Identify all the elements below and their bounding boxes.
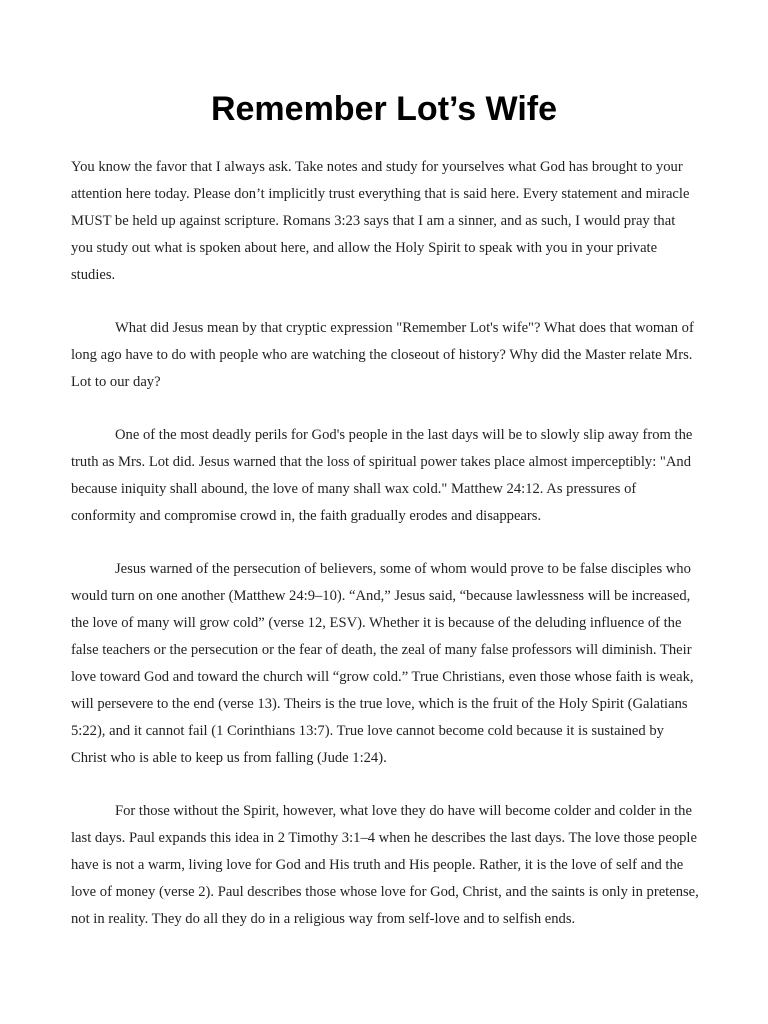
paragraph-persecution: Jesus warned of the persecution of believers, some of whom would prove to be false disciples who would turn on one another (Matthew 24:9–10). “And,” Jesus said, “because lawlessness will be increased, the love of many will grow cold” (verse 12, ESV). Whether it is because of the deluding influence of the false teachers or the persecution or the fear of death, the zeal of many false professors will diminish. Their love toward God and toward the church will “grow cold.” True Christians, even those whose faith is weak, will persevere to the end (verse 13). Theirs is the true love, which is the fruit of the Holy Spirit (Galatians 5:22), and it cannot fail (1 Corinthians 13:7). True love cannot become cold because it is sustained by Christ who is able to keep us from falling (Jude 1:24).: [71, 561, 694, 766]
paragraph-last-days: For those without the Spirit, however, what love they do have will become colder and colder in the last days. Paul expands this idea in 2 Timothy 3:1–4 when he describes the last days. The love those people have is not a warm, living love for God and His truth and His people. Rather, it is the love of self and the love of money (verse 2). Paul describes those whose love for God, Christ, and the saints is only in pretense, not in reality. They do all they do in a religious way from self-love and to selfish ends.: [71, 803, 699, 927]
document-body: [71, 154, 699, 959]
paragraph-intro: You know the favor that I always ask. Take notes and study for yourselves what God has brought to your attention here today. Please don’t implicitly trust everything that is said here. Every statement and miracle MUST be held up against scripture. Romans 3:23 says that I am a sinner, and as such, I would pray that you study out what is spoken about here, and allow the Holy Spirit to speak with you in your private studies.: [71, 159, 690, 283]
document-title: Remember Lot’s Wife: [210, 90, 558, 128]
paragraph-peril: One of the most deadly perils for God's people in the last days will be to slowly slip away from the truth as Mrs. Lot did. Jesus warned that the loss of spiritual power takes place almost imperceptibly: "And because iniquity shall abound, the love of many shall wax cold." Matthew 24:12. As pressures of conformity and compromise crowd in, the faith gradually erodes and disappears.: [71, 427, 693, 524]
paragraph-question: What did Jesus mean by that cryptic expression "Remember Lot's wife"? What does that woman of long ago have to do with people who are watching the closeout of history? Why did the Master relate Mrs. Lot to our day?: [71, 320, 694, 390]
